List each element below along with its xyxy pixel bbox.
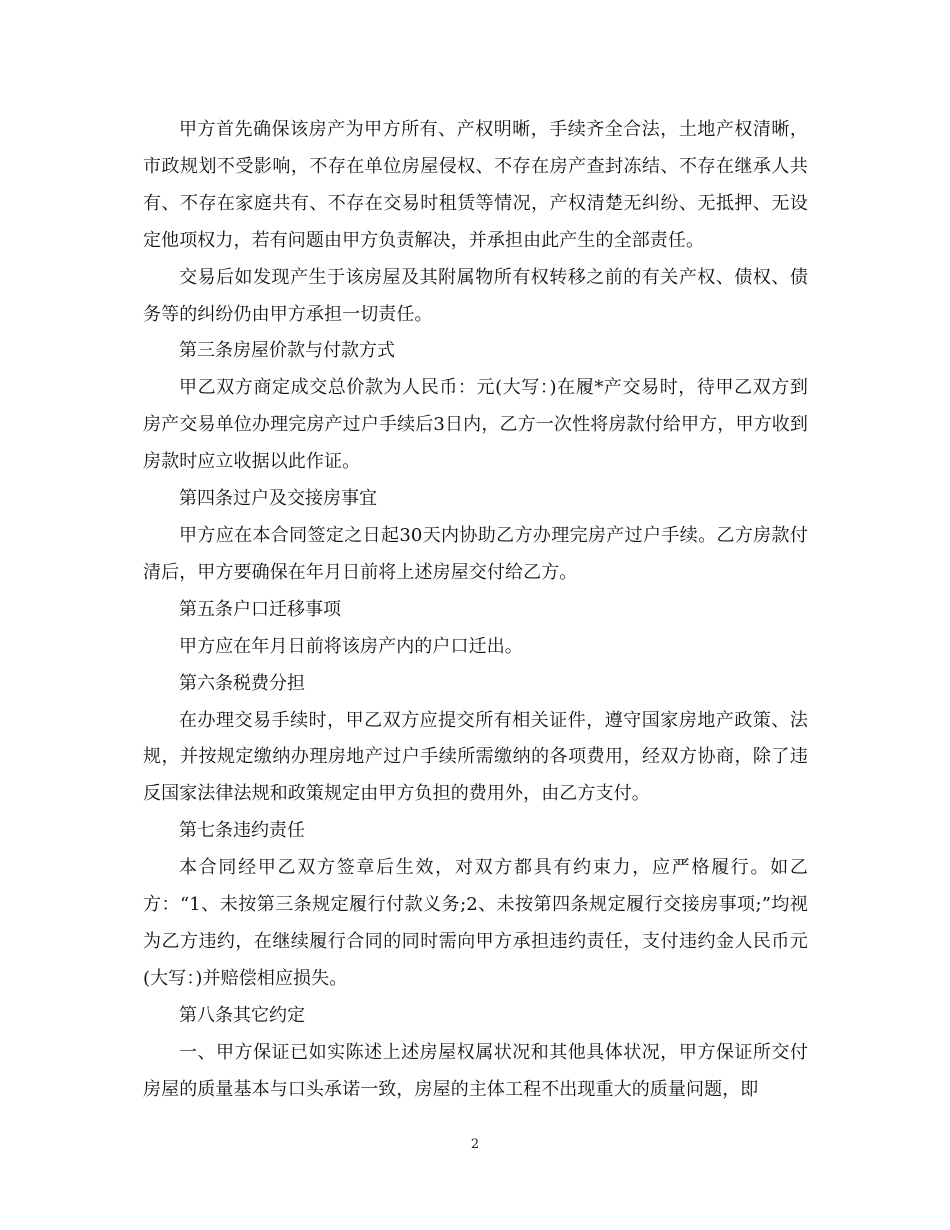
article-4-paragraph: 甲方应在本合同签定之日起30天内协助乙方办理完房产过户手续。乙方房款付清后，甲方要确保在年月日前将上述房屋交付给乙方。 bbox=[143, 524, 808, 583]
paragraph-post-transaction-liability: 交易后如发现产生于该房屋及其附属物所有权转移之前的有关产权、债权、债务等的纠纷仍由甲方承担一切责任。 bbox=[143, 266, 808, 325]
article-5-heading: 第五条户口迁移事项 bbox=[179, 598, 341, 620]
article-3-heading: 第三条房屋价款与付款方式 bbox=[179, 340, 395, 362]
article-4-heading: 第四条过户及交接房事宜 bbox=[179, 488, 377, 510]
article-7-heading: 第七条违约责任 bbox=[179, 820, 305, 842]
article-3-paragraph: 甲乙双方商定成交总价款为人民币：元(大写：)在履*产交易时，待甲乙双方到房产交易单位办理完房产过户手续后3日内，乙方一次性将房款付给甲方，甲方收到房款时应立收据以此作证。 bbox=[143, 377, 808, 473]
article-7-paragraph: 本合同经甲乙双方签章后生效，对双方都具有约束力，应严格履行。如乙方：“1、未按第三条规定履行付款义务;2、未按第四条规定履行交接房事项;”均视为乙方违约，在继续履行合同的同时需向甲方承担违约责任，支付违约金人民币元(大写：)并赔偿相应损失。 bbox=[143, 857, 808, 989]
article-6-paragraph: 在办理交易手续时，甲乙双方应提交所有相关证件，遵守国家房地产政策、法规，并按规定缴纳办理房地产过户手续所需缴纳的各项费用，经双方协商，除了违反国家法律法规和政策规定由甲方负担的费用外，由乙方支付。 bbox=[143, 709, 808, 805]
article-8-heading: 第八条其它约定 bbox=[179, 1004, 305, 1026]
article-6-heading: 第六条税费分担 bbox=[179, 672, 305, 694]
page-number: 2 bbox=[470, 1137, 480, 1152]
article-8-paragraph-1: 一、甲方保证已如实陈述上述房屋权属状况和其他具体状况，甲方保证所交付房屋的质量基本与口头承诺一致，房屋的主体工程不出现重大的质量问题，即 bbox=[143, 1041, 808, 1100]
article-5-paragraph: 甲方应在年月日前将该房产内的户口迁出。 bbox=[179, 635, 523, 657]
paragraph-title-guarantee: 甲方首先确保该房产为甲方所有、产权明晰，手续齐全合法，土地产权清晰，市政规划不受影响，不存在单位房屋侵权、不存在房产查封冻结、不存在继承人共有、不存在家庭共有、不存在交易时租赁等情况，产权清楚无纠纷、无抵押、无设定他项权力，若有问题由甲方负责解决，并承担由此产生的全部责任。 bbox=[143, 119, 808, 251]
document-body bbox=[143, 112, 808, 1108]
